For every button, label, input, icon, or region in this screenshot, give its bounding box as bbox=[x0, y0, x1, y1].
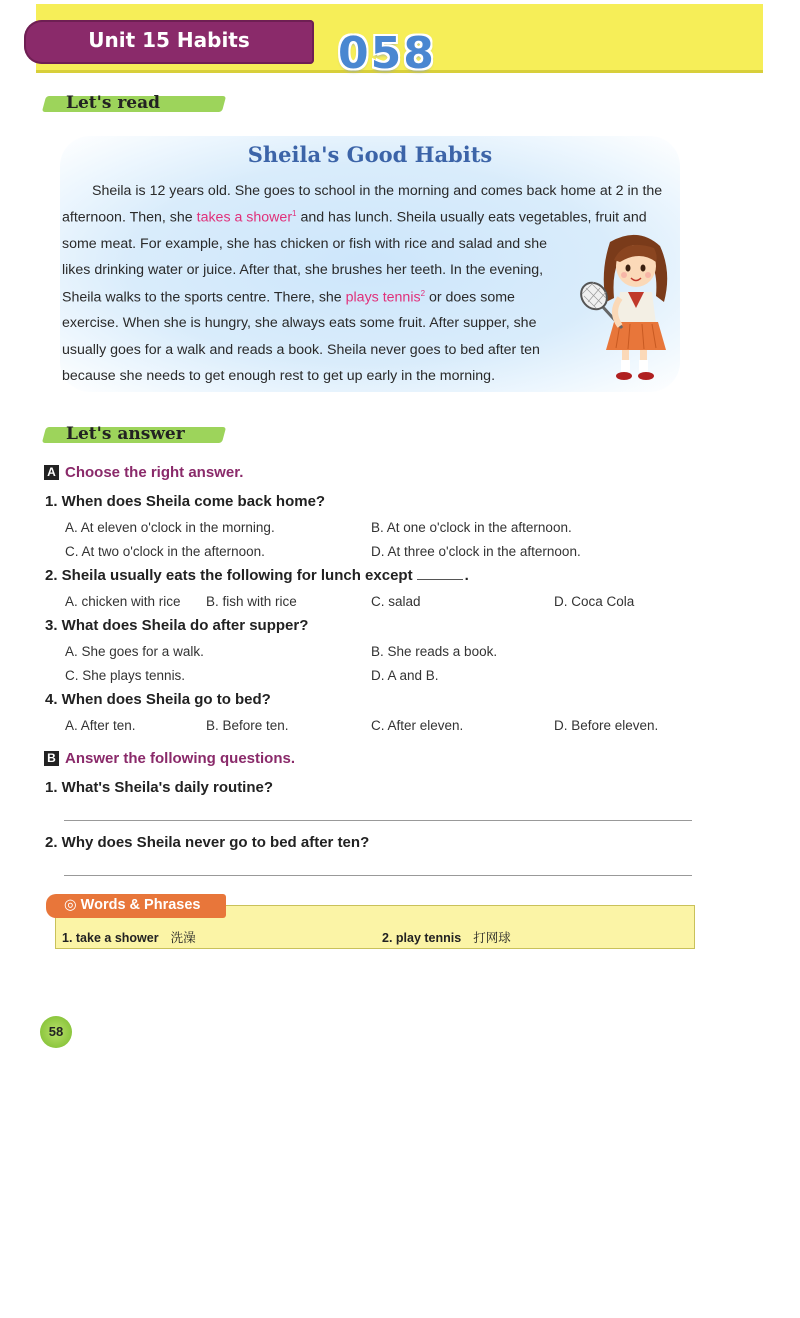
unit-title-tab bbox=[24, 20, 314, 64]
answer-line[interactable] bbox=[64, 875, 692, 876]
option[interactable]: A. At eleven o'clock in the morning. bbox=[65, 520, 275, 535]
reading-line: likes drinking water or juice. After that, she brushes her teeth. In the evening, bbox=[62, 262, 544, 278]
lets-read-label bbox=[44, 92, 224, 116]
option[interactable]: C. After eleven. bbox=[371, 718, 464, 733]
unit-title: Unit 15 Habits bbox=[88, 28, 250, 52]
answer-line[interactable] bbox=[64, 820, 692, 821]
option[interactable]: B. Before ten. bbox=[206, 718, 289, 733]
option[interactable]: B. At one o'clock in the afternoon. bbox=[371, 520, 572, 535]
reading-line: afternoon. Then, she takes a shower$^1$ and has lunch. Sheila usually eats vegetables, fruit and bbox=[62, 209, 647, 226]
words-phrases-tab bbox=[46, 894, 226, 918]
reading-line: Sheila walks to the sports centre. There, she plays tennis$^2$ or does some bbox=[62, 289, 515, 306]
option[interactable]: C. At two o'clock in the afternoon. bbox=[65, 544, 265, 559]
part-a-heading: A Choose the right answer. bbox=[44, 464, 243, 481]
reading-title: Sheila's Good Habits bbox=[247, 142, 493, 167]
option[interactable]: A. chicken with rice bbox=[65, 594, 181, 609]
part-b-heading: B Answer the following questions. bbox=[44, 750, 295, 767]
vocab-highlight: takes a shower bbox=[196, 209, 293, 226]
question-b2: 2. Why does Sheila never go to bed after ten? bbox=[45, 834, 370, 851]
reading-line: Sheila is 12 years old. She goes to school in the morning and comes back home at 2 in the bbox=[92, 183, 663, 199]
option[interactable]: C. salad bbox=[371, 594, 421, 609]
vocab-highlight: plays tennis bbox=[345, 289, 421, 306]
question-b1: 1. What's Sheila's daily routine? bbox=[45, 779, 274, 796]
reading-line: exercise. When she is hungry, she always eats some fruit. After supper, she bbox=[62, 315, 537, 331]
option[interactable]: A. After ten. bbox=[65, 718, 136, 733]
page-code: 058 bbox=[338, 28, 436, 79]
page-number-badge bbox=[40, 1016, 72, 1048]
option[interactable]: D. Before eleven. bbox=[554, 718, 659, 733]
reading-line: usually goes for a walk and reads a book. Sheila never goes to bed after ten bbox=[62, 342, 540, 358]
answer-blank[interactable] bbox=[417, 579, 463, 580]
phrase-item: 1. take a shower 洗澡 bbox=[62, 930, 196, 945]
question-a1: 1. When does Sheila come back home? bbox=[45, 493, 326, 510]
words-phrases-heading: ◎ Words & Phrases bbox=[64, 897, 201, 913]
question-a3: 3. What does Sheila do after supper? bbox=[45, 617, 309, 634]
part-a-marker: A bbox=[44, 465, 59, 480]
option[interactable]: A. She goes for a walk. bbox=[65, 644, 204, 659]
reading-line: because she needs to get enough rest to get up early in the morning. bbox=[62, 368, 496, 384]
page-number: 58 bbox=[48, 1024, 64, 1039]
option[interactable]: D. At three o'clock in the afternoon. bbox=[371, 544, 581, 559]
option[interactable]: D. Coca Cola bbox=[554, 594, 635, 609]
lets-read-text: Let's read bbox=[66, 93, 160, 113]
question-a2: 2. Sheila usually eats the following for lunch except . bbox=[45, 567, 469, 584]
question-a4: 4. When does Sheila go to bed? bbox=[45, 691, 271, 708]
option[interactable]: D. A and B. bbox=[371, 668, 439, 683]
lets-answer-text: Let's answer bbox=[66, 424, 185, 444]
phrase-item: 2. play tennis 打网球 bbox=[382, 930, 511, 945]
part-b-marker: B bbox=[44, 751, 59, 766]
girl-tennis-illustration bbox=[580, 232, 680, 386]
option[interactable]: B. She reads a book. bbox=[371, 644, 498, 659]
option[interactable]: C. She plays tennis. bbox=[65, 668, 186, 683]
reading-line: some meat. For example, she has chicken or fish with rice and salad and she bbox=[62, 236, 547, 252]
lets-answer-label bbox=[44, 423, 224, 447]
option[interactable]: B. fish with rice bbox=[206, 594, 297, 609]
